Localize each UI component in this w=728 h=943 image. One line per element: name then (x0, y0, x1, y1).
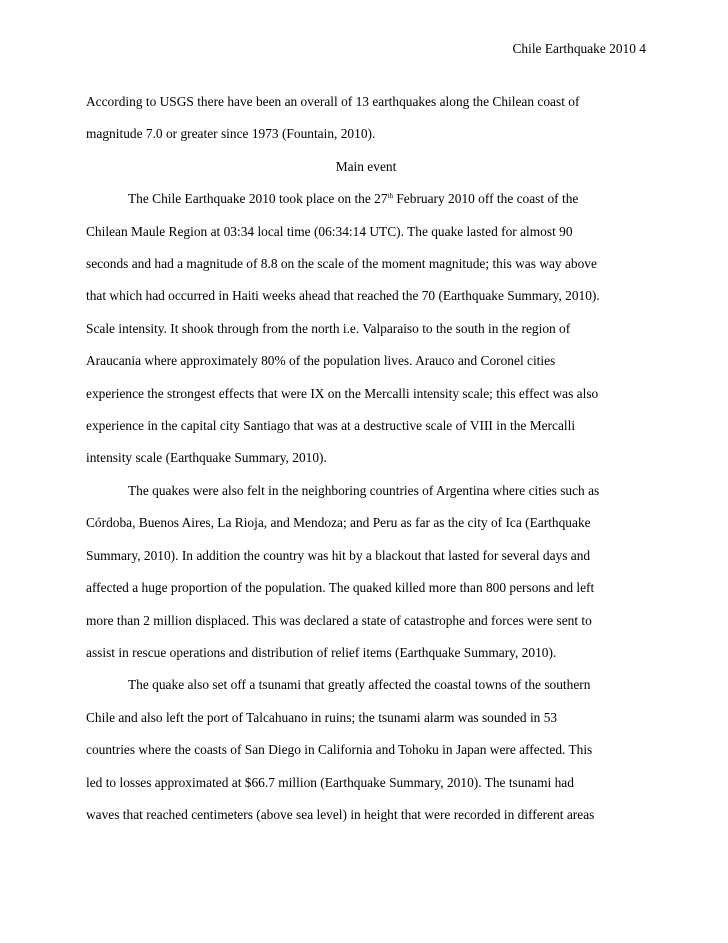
text-segment: The Chile Earthquake 2010 took place on the 27 (128, 191, 388, 207)
text-line: magnitude 7.0 or greater since 1973 (Fountain, 2010). (86, 126, 376, 142)
text-line: that which had occurred in Haiti weeks ahead that reached the 70 (Earthquake Summary, 2010). (86, 288, 600, 304)
text-line: Summary, 2010). In addition the country was hit by a blackout that lasted for several days and (86, 547, 591, 563)
text-line: experience the strongest effects that were IX on the Mercalli intensity scale; this effect was also (86, 385, 599, 401)
paragraph-main-event (86, 183, 646, 475)
text-line: affected a huge proportion of the population. The quaked killed more than 800 persons and left (86, 580, 595, 596)
running-head: Chile Earthquake 2010 4 (512, 41, 646, 56)
text-line: According to USGS there have been an overall of 13 earthquakes along the Chilean coast of (86, 94, 580, 109)
text-line: Córdoba, Buenos Aires, La Rioja, and Mendoza; and Peru as far as the city of Ica (Earthquake (86, 515, 591, 531)
text-line: seconds and had a magnitude of 8.8 on the scale of the moment magnitude; this was way above (86, 256, 597, 272)
section-heading: Main event (335, 158, 397, 174)
text-line: countries where the coasts of San Diego in California and Tohoku in Japan were affected. This (86, 742, 593, 758)
text-line: Chilean Maule Region at 03:34 local time (06:34:14 UTC). The quake lasted for almost 90 (86, 223, 573, 239)
text-line: Chile and also left the port of Talcahuano in ruins; the tsunami alarm was sounded in 53 (86, 709, 558, 725)
text-line: Araucania where approximately 80% of the population lives. Arauco and Coronel cities (86, 353, 556, 369)
text-segment: February 2010 off the coast of the (393, 191, 579, 207)
text-line: experience in the capital city Santiago that was at a destructive scale of VIII in the Mercalli (86, 418, 576, 434)
ordinal-suffix: th (387, 192, 394, 201)
intro-paragraph (86, 86, 646, 151)
text-line: intensity scale (Earthquake Summary, 2010). (86, 450, 327, 466)
text-line: Scale intensity. It shook through from the north i.e. Valparaiso to the south in the region of (86, 320, 571, 336)
text-line: The quakes were also felt in the neighboring countries of Argentina where cities such as (128, 482, 600, 498)
text-line: more than 2 million displaced. This was declared a state of catastrophe and forces were sent to (86, 612, 592, 628)
paragraph-tsunami (86, 669, 646, 831)
body-text (86, 86, 646, 831)
text-line: assist in rescue operations and distribution of relief items (Earthquake Summary, 2010). (86, 644, 557, 660)
paragraph-neighboring-countries (86, 475, 646, 669)
text-line: led to losses approximated at $66.7 million (Earthquake Summary, 2010). The tsunami had (86, 774, 574, 790)
text-line: waves that reached centimeters (above sea level) in height that were recorded in different areas (86, 806, 595, 822)
text-line (86, 183, 646, 215)
text-line: The quake also set off a tsunami that greatly affected the coastal towns of the southern (128, 677, 591, 693)
